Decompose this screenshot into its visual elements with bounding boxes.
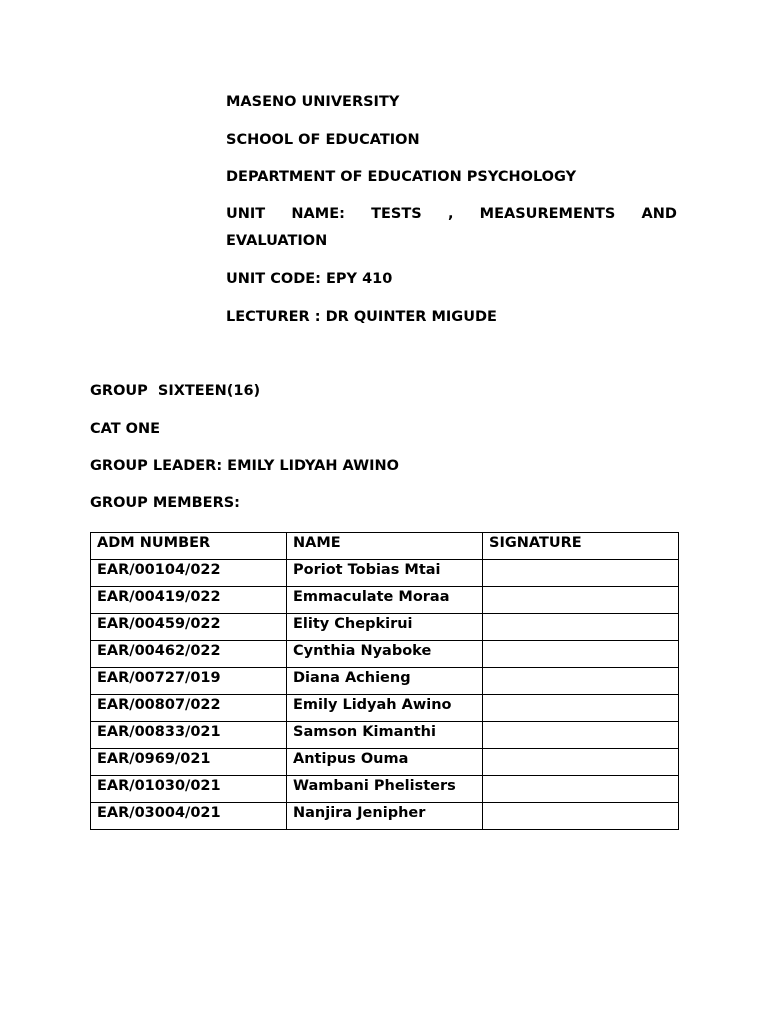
adm-number-cell: EAR/00727/019: [91, 668, 287, 695]
unit-name-word: AND: [641, 206, 677, 222]
cat-label: CAT ONE: [90, 421, 161, 437]
name-cell: Samson Kimanthi: [287, 722, 483, 749]
unit-name-continued: EVALUATION: [226, 233, 328, 249]
name-cell: Emmaculate Moraa: [287, 587, 483, 614]
name-cell: Antipus Ouma: [287, 749, 483, 776]
signature-cell: [483, 776, 679, 803]
name-cell: Cynthia Nyaboke: [287, 641, 483, 668]
group-number: GROUP SIXTEEN(16): [90, 383, 261, 399]
table-row: [91, 641, 679, 668]
adm-number-cell: EAR/0969/021: [91, 749, 287, 776]
university-name: MASENO UNIVERSITY: [226, 94, 400, 110]
unit-name-line-1: [226, 201, 677, 228]
column-header-adm-number: ADM NUMBER: [91, 533, 287, 560]
table-row: [91, 614, 679, 641]
unit-name-word: NAME:: [291, 206, 345, 222]
members-table: [90, 532, 679, 830]
name-cell: Elity Chepkirui: [287, 614, 483, 641]
signature-cell: [483, 560, 679, 587]
unit-name-word: TESTS: [371, 206, 422, 222]
unit-name-word: ,: [447, 206, 454, 222]
signature-cell: [483, 722, 679, 749]
name-cell: Poriot Tobias Mtai: [287, 560, 483, 587]
school-name: SCHOOL OF EDUCATION: [226, 132, 420, 148]
name-cell: Wambani Phelisters: [287, 776, 483, 803]
unit-name: [226, 201, 677, 255]
signature-cell: [483, 749, 679, 776]
unit-name-word: MEASUREMENTS: [479, 206, 616, 222]
adm-number-cell: EAR/00459/022: [91, 614, 287, 641]
name-cell: Nanjira Jenipher: [287, 803, 483, 830]
group-leader: GROUP LEADER: EMILY LIDYAH AWINO: [90, 458, 399, 474]
table-row: [91, 749, 679, 776]
adm-number-cell: EAR/03004/021: [91, 803, 287, 830]
signature-cell: [483, 614, 679, 641]
adm-number-cell: EAR/00462/022: [91, 641, 287, 668]
table-row: [91, 803, 679, 830]
signature-cell: [483, 641, 679, 668]
lecturer: LECTURER : DR QUINTER MIGUDE: [226, 309, 497, 325]
signature-cell: [483, 695, 679, 722]
unit-code: UNIT CODE: EPY 410: [226, 271, 393, 287]
adm-number-cell: EAR/01030/021: [91, 776, 287, 803]
table-row: [91, 668, 679, 695]
column-header-signature: SIGNATURE: [483, 533, 679, 560]
table-row: [91, 722, 679, 749]
adm-number-cell: EAR/00419/022: [91, 587, 287, 614]
table-row: [91, 560, 679, 587]
column-header-name: NAME: [287, 533, 483, 560]
table-row: [91, 587, 679, 614]
signature-cell: [483, 668, 679, 695]
adm-number-cell: EAR/00807/022: [91, 695, 287, 722]
signature-cell: [483, 803, 679, 830]
signature-cell: [483, 587, 679, 614]
unit-name-word: UNIT: [226, 206, 266, 222]
group-members-heading: GROUP MEMBERS:: [90, 495, 240, 511]
adm-number-cell: EAR/00833/021: [91, 722, 287, 749]
table-row: [91, 695, 679, 722]
adm-number-cell: EAR/00104/022: [91, 560, 287, 587]
name-cell: Emily Lidyah Awino: [287, 695, 483, 722]
department-name: DEPARTMENT OF EDUCATION PSYCHOLOGY: [226, 169, 577, 185]
table-row: [91, 776, 679, 803]
table-header-row: [91, 533, 679, 560]
name-cell: Diana Achieng: [287, 668, 483, 695]
unit-name-line-2: [226, 228, 677, 255]
